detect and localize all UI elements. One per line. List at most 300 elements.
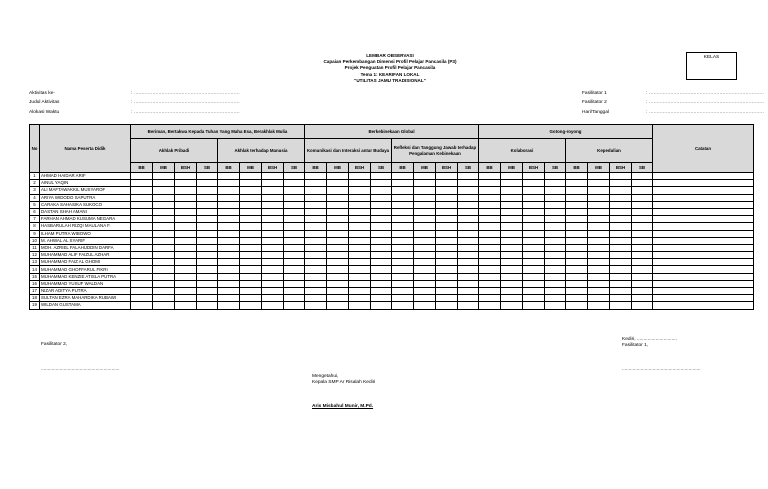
score-cell[interactable] — [479, 194, 501, 201]
score-cell[interactable] — [262, 302, 284, 309]
score-cell[interactable] — [349, 288, 371, 295]
score-cell[interactable] — [305, 288, 327, 295]
score-cell[interactable] — [566, 244, 588, 251]
score-cell[interactable] — [218, 180, 240, 187]
score-cell[interactable] — [327, 302, 349, 309]
score-cell[interactable] — [436, 187, 458, 194]
score-cell[interactable] — [218, 201, 240, 208]
score-cell[interactable] — [501, 252, 523, 259]
score-cell[interactable] — [131, 230, 153, 237]
score-cell[interactable] — [545, 230, 566, 237]
catatan-cell[interactable] — [653, 252, 754, 259]
score-cell[interactable] — [458, 208, 479, 215]
score-cell[interactable] — [284, 194, 305, 201]
score-cell[interactable] — [327, 180, 349, 187]
score-cell[interactable] — [218, 216, 240, 223]
score-cell[interactable] — [566, 266, 588, 273]
score-cell[interactable] — [197, 280, 218, 287]
score-cell[interactable] — [414, 187, 436, 194]
score-cell[interactable] — [566, 237, 588, 244]
score-cell[interactable] — [436, 302, 458, 309]
score-cell[interactable] — [327, 273, 349, 280]
score-cell[interactable] — [371, 295, 392, 302]
score-cell[interactable] — [545, 295, 566, 302]
score-cell[interactable] — [349, 187, 371, 194]
score-cell[interactable] — [218, 187, 240, 194]
score-cell[interactable] — [240, 194, 262, 201]
score-cell[interactable] — [371, 237, 392, 244]
score-cell[interactable] — [240, 295, 262, 302]
score-cell[interactable] — [632, 223, 653, 230]
score-cell[interactable] — [632, 208, 653, 215]
score-cell[interactable] — [305, 223, 327, 230]
score-cell[interactable] — [610, 302, 632, 309]
score-cell[interactable] — [588, 194, 610, 201]
score-cell[interactable] — [349, 259, 371, 266]
score-cell[interactable] — [458, 302, 479, 309]
score-cell[interactable] — [545, 259, 566, 266]
score-cell[interactable] — [545, 223, 566, 230]
score-cell[interactable] — [175, 216, 197, 223]
score-cell[interactable] — [327, 237, 349, 244]
score-cell[interactable] — [349, 208, 371, 215]
score-cell[interactable] — [392, 295, 414, 302]
score-cell[interactable] — [349, 295, 371, 302]
score-cell[interactable] — [262, 208, 284, 215]
score-cell[interactable] — [327, 266, 349, 273]
score-cell[interactable] — [131, 194, 153, 201]
score-cell[interactable] — [566, 216, 588, 223]
score-cell[interactable] — [501, 288, 523, 295]
score-cell[interactable] — [501, 295, 523, 302]
score-cell[interactable] — [566, 230, 588, 237]
catatan-cell[interactable] — [653, 173, 754, 180]
score-cell[interactable] — [501, 223, 523, 230]
score-cell[interactable] — [436, 230, 458, 237]
score-cell[interactable] — [566, 173, 588, 180]
score-cell[interactable] — [479, 180, 501, 187]
catatan-cell[interactable] — [653, 273, 754, 280]
score-cell[interactable] — [131, 302, 153, 309]
score-cell[interactable] — [392, 252, 414, 259]
score-cell[interactable] — [371, 259, 392, 266]
score-cell[interactable] — [175, 273, 197, 280]
score-cell[interactable] — [610, 295, 632, 302]
score-cell[interactable] — [436, 280, 458, 287]
score-cell[interactable] — [458, 252, 479, 259]
score-cell[interactable] — [436, 266, 458, 273]
score-cell[interactable] — [284, 244, 305, 251]
score-cell[interactable] — [436, 201, 458, 208]
score-cell[interactable] — [240, 302, 262, 309]
score-cell[interactable] — [588, 173, 610, 180]
score-cell[interactable] — [436, 252, 458, 259]
score-cell[interactable] — [371, 230, 392, 237]
score-cell[interactable] — [545, 266, 566, 273]
score-cell[interactable] — [240, 180, 262, 187]
score-cell[interactable] — [610, 187, 632, 194]
score-cell[interactable] — [175, 237, 197, 244]
score-cell[interactable] — [305, 252, 327, 259]
score-cell[interactable] — [632, 173, 653, 180]
score-cell[interactable] — [523, 180, 545, 187]
score-cell[interactable] — [218, 280, 240, 287]
catatan-cell[interactable] — [653, 230, 754, 237]
score-cell[interactable] — [436, 273, 458, 280]
score-cell[interactable] — [414, 288, 436, 295]
score-cell[interactable] — [436, 259, 458, 266]
score-cell[interactable] — [262, 201, 284, 208]
score-cell[interactable] — [305, 208, 327, 215]
score-cell[interactable] — [458, 259, 479, 266]
score-cell[interactable] — [349, 180, 371, 187]
score-cell[interactable] — [153, 273, 175, 280]
score-cell[interactable] — [436, 223, 458, 230]
score-cell[interactable] — [458, 187, 479, 194]
score-cell[interactable] — [501, 302, 523, 309]
score-cell[interactable] — [392, 180, 414, 187]
score-cell[interactable] — [153, 280, 175, 287]
score-cell[interactable] — [523, 252, 545, 259]
score-cell[interactable] — [414, 173, 436, 180]
score-cell[interactable] — [153, 194, 175, 201]
score-cell[interactable] — [610, 259, 632, 266]
score-cell[interactable] — [131, 273, 153, 280]
score-cell[interactable] — [175, 252, 197, 259]
score-cell[interactable] — [153, 244, 175, 251]
score-cell[interactable] — [610, 280, 632, 287]
score-cell[interactable] — [349, 266, 371, 273]
score-cell[interactable] — [610, 201, 632, 208]
score-cell[interactable] — [153, 259, 175, 266]
score-cell[interactable] — [392, 194, 414, 201]
score-cell[interactable] — [632, 201, 653, 208]
score-cell[interactable] — [523, 173, 545, 180]
score-cell[interactable] — [588, 201, 610, 208]
score-cell[interactable] — [284, 266, 305, 273]
catatan-cell[interactable] — [653, 223, 754, 230]
score-cell[interactable] — [131, 216, 153, 223]
score-cell[interactable] — [479, 273, 501, 280]
score-cell[interactable] — [458, 216, 479, 223]
score-cell[interactable] — [371, 216, 392, 223]
score-cell[interactable] — [218, 223, 240, 230]
score-cell[interactable] — [262, 252, 284, 259]
score-cell[interactable] — [305, 295, 327, 302]
score-cell[interactable] — [240, 259, 262, 266]
score-cell[interactable] — [175, 187, 197, 194]
score-cell[interactable] — [327, 173, 349, 180]
catatan-cell[interactable] — [653, 244, 754, 251]
score-cell[interactable] — [545, 244, 566, 251]
score-cell[interactable] — [458, 173, 479, 180]
catatan-cell[interactable] — [653, 208, 754, 215]
score-cell[interactable] — [501, 194, 523, 201]
score-cell[interactable] — [349, 230, 371, 237]
score-cell[interactable] — [371, 223, 392, 230]
catatan-cell[interactable] — [653, 216, 754, 223]
score-cell[interactable] — [175, 280, 197, 287]
score-cell[interactable] — [414, 302, 436, 309]
score-cell[interactable] — [566, 259, 588, 266]
score-cell[interactable] — [479, 223, 501, 230]
score-cell[interactable] — [414, 216, 436, 223]
score-cell[interactable] — [218, 302, 240, 309]
score-cell[interactable] — [131, 252, 153, 259]
score-cell[interactable] — [414, 280, 436, 287]
score-cell[interactable] — [284, 288, 305, 295]
score-cell[interactable] — [305, 237, 327, 244]
score-cell[interactable] — [523, 187, 545, 194]
score-cell[interactable] — [458, 230, 479, 237]
score-cell[interactable] — [218, 194, 240, 201]
score-cell[interactable] — [371, 187, 392, 194]
score-cell[interactable] — [349, 237, 371, 244]
score-cell[interactable] — [479, 280, 501, 287]
score-cell[interactable] — [131, 237, 153, 244]
score-cell[interactable] — [523, 302, 545, 309]
score-cell[interactable] — [284, 230, 305, 237]
score-cell[interactable] — [284, 252, 305, 259]
score-cell[interactable] — [545, 302, 566, 309]
score-cell[interactable] — [501, 273, 523, 280]
score-cell[interactable] — [327, 201, 349, 208]
score-cell[interactable] — [153, 230, 175, 237]
score-cell[interactable] — [305, 280, 327, 287]
score-cell[interactable] — [197, 208, 218, 215]
score-cell[interactable] — [392, 201, 414, 208]
score-cell[interactable] — [284, 173, 305, 180]
score-cell[interactable] — [392, 273, 414, 280]
score-cell[interactable] — [414, 273, 436, 280]
score-cell[interactable] — [479, 295, 501, 302]
score-cell[interactable] — [284, 201, 305, 208]
score-cell[interactable] — [153, 180, 175, 187]
score-cell[interactable] — [284, 223, 305, 230]
score-cell[interactable] — [610, 252, 632, 259]
score-cell[interactable] — [392, 173, 414, 180]
score-cell[interactable] — [566, 273, 588, 280]
score-cell[interactable] — [197, 273, 218, 280]
score-cell[interactable] — [632, 280, 653, 287]
score-cell[interactable] — [284, 302, 305, 309]
score-cell[interactable] — [588, 216, 610, 223]
score-cell[interactable] — [610, 173, 632, 180]
score-cell[interactable] — [523, 280, 545, 287]
score-cell[interactable] — [305, 194, 327, 201]
score-cell[interactable] — [262, 180, 284, 187]
score-cell[interactable] — [371, 302, 392, 309]
score-cell[interactable] — [566, 295, 588, 302]
score-cell[interactable] — [327, 295, 349, 302]
score-cell[interactable] — [131, 208, 153, 215]
score-cell[interactable] — [610, 230, 632, 237]
score-cell[interactable] — [501, 266, 523, 273]
score-cell[interactable] — [523, 223, 545, 230]
score-cell[interactable] — [371, 194, 392, 201]
score-cell[interactable] — [218, 266, 240, 273]
score-cell[interactable] — [371, 273, 392, 280]
score-cell[interactable] — [240, 216, 262, 223]
score-cell[interactable] — [218, 252, 240, 259]
score-cell[interactable] — [479, 230, 501, 237]
score-cell[interactable] — [414, 223, 436, 230]
score-cell[interactable] — [153, 252, 175, 259]
score-cell[interactable] — [588, 288, 610, 295]
score-cell[interactable] — [566, 194, 588, 201]
score-cell[interactable] — [414, 244, 436, 251]
score-cell[interactable] — [632, 302, 653, 309]
score-cell[interactable] — [545, 273, 566, 280]
score-cell[interactable] — [588, 223, 610, 230]
score-cell[interactable] — [305, 230, 327, 237]
score-cell[interactable] — [371, 201, 392, 208]
score-cell[interactable] — [632, 288, 653, 295]
score-cell[interactable] — [197, 295, 218, 302]
score-cell[interactable] — [131, 180, 153, 187]
score-cell[interactable] — [327, 208, 349, 215]
score-cell[interactable] — [501, 237, 523, 244]
catatan-cell[interactable] — [653, 259, 754, 266]
score-cell[interactable] — [632, 194, 653, 201]
score-cell[interactable] — [240, 288, 262, 295]
score-cell[interactable] — [610, 223, 632, 230]
score-cell[interactable] — [197, 302, 218, 309]
score-cell[interactable] — [588, 230, 610, 237]
score-cell[interactable] — [588, 259, 610, 266]
score-cell[interactable] — [414, 266, 436, 273]
score-cell[interactable] — [175, 223, 197, 230]
score-cell[interactable] — [458, 223, 479, 230]
score-cell[interactable] — [436, 216, 458, 223]
score-cell[interactable] — [197, 259, 218, 266]
score-cell[interactable] — [414, 237, 436, 244]
score-cell[interactable] — [240, 244, 262, 251]
score-cell[interactable] — [218, 288, 240, 295]
score-cell[interactable] — [284, 180, 305, 187]
score-cell[interactable] — [610, 244, 632, 251]
score-cell[interactable] — [371, 244, 392, 251]
score-cell[interactable] — [284, 259, 305, 266]
score-cell[interactable] — [458, 266, 479, 273]
score-cell[interactable] — [436, 173, 458, 180]
score-cell[interactable] — [414, 295, 436, 302]
score-cell[interactable] — [610, 237, 632, 244]
score-cell[interactable] — [327, 223, 349, 230]
score-cell[interactable] — [392, 259, 414, 266]
score-cell[interactable] — [218, 259, 240, 266]
score-cell[interactable] — [371, 208, 392, 215]
score-cell[interactable] — [479, 187, 501, 194]
score-cell[interactable] — [153, 208, 175, 215]
score-cell[interactable] — [284, 187, 305, 194]
score-cell[interactable] — [240, 187, 262, 194]
score-cell[interactable] — [284, 295, 305, 302]
score-cell[interactable] — [545, 201, 566, 208]
catatan-cell[interactable] — [653, 302, 754, 309]
score-cell[interactable] — [262, 187, 284, 194]
score-cell[interactable] — [523, 244, 545, 251]
score-cell[interactable] — [218, 173, 240, 180]
score-cell[interactable] — [197, 187, 218, 194]
score-cell[interactable] — [392, 237, 414, 244]
score-cell[interactable] — [501, 216, 523, 223]
score-cell[interactable] — [131, 187, 153, 194]
score-cell[interactable] — [284, 237, 305, 244]
score-cell[interactable] — [349, 194, 371, 201]
score-cell[interactable] — [545, 187, 566, 194]
score-cell[interactable] — [436, 194, 458, 201]
score-cell[interactable] — [153, 288, 175, 295]
score-cell[interactable] — [523, 237, 545, 244]
score-cell[interactable] — [349, 216, 371, 223]
score-cell[interactable] — [371, 280, 392, 287]
score-cell[interactable] — [632, 266, 653, 273]
score-cell[interactable] — [327, 216, 349, 223]
score-cell[interactable] — [131, 259, 153, 266]
score-cell[interactable] — [284, 273, 305, 280]
score-cell[interactable] — [392, 208, 414, 215]
score-cell[interactable] — [545, 216, 566, 223]
score-cell[interactable] — [349, 252, 371, 259]
score-cell[interactable] — [262, 223, 284, 230]
catatan-cell[interactable] — [653, 187, 754, 194]
score-cell[interactable] — [523, 273, 545, 280]
score-cell[interactable] — [458, 201, 479, 208]
score-cell[interactable] — [566, 180, 588, 187]
score-cell[interactable] — [414, 194, 436, 201]
score-cell[interactable] — [240, 201, 262, 208]
score-cell[interactable] — [632, 273, 653, 280]
catatan-cell[interactable] — [653, 201, 754, 208]
score-cell[interactable] — [349, 273, 371, 280]
score-cell[interactable] — [175, 180, 197, 187]
score-cell[interactable] — [392, 244, 414, 251]
score-cell[interactable] — [414, 208, 436, 215]
score-cell[interactable] — [197, 252, 218, 259]
score-cell[interactable] — [153, 223, 175, 230]
score-cell[interactable] — [153, 201, 175, 208]
score-cell[interactable] — [218, 273, 240, 280]
score-cell[interactable] — [175, 230, 197, 237]
score-cell[interactable] — [197, 180, 218, 187]
catatan-cell[interactable] — [653, 194, 754, 201]
score-cell[interactable] — [501, 230, 523, 237]
score-cell[interactable] — [414, 252, 436, 259]
score-cell[interactable] — [523, 201, 545, 208]
score-cell[interactable] — [588, 252, 610, 259]
score-cell[interactable] — [501, 173, 523, 180]
score-cell[interactable] — [240, 208, 262, 215]
score-cell[interactable] — [218, 237, 240, 244]
score-cell[interactable] — [153, 295, 175, 302]
score-cell[interactable] — [262, 295, 284, 302]
score-cell[interactable] — [197, 223, 218, 230]
score-cell[interactable] — [218, 230, 240, 237]
score-cell[interactable] — [392, 230, 414, 237]
score-cell[interactable] — [197, 288, 218, 295]
score-cell[interactable] — [240, 223, 262, 230]
score-cell[interactable] — [349, 201, 371, 208]
score-cell[interactable] — [501, 259, 523, 266]
score-cell[interactable] — [414, 201, 436, 208]
score-cell[interactable] — [371, 266, 392, 273]
score-cell[interactable] — [197, 230, 218, 237]
score-cell[interactable] — [262, 194, 284, 201]
score-cell[interactable] — [240, 273, 262, 280]
score-cell[interactable] — [175, 208, 197, 215]
score-cell[interactable] — [458, 273, 479, 280]
